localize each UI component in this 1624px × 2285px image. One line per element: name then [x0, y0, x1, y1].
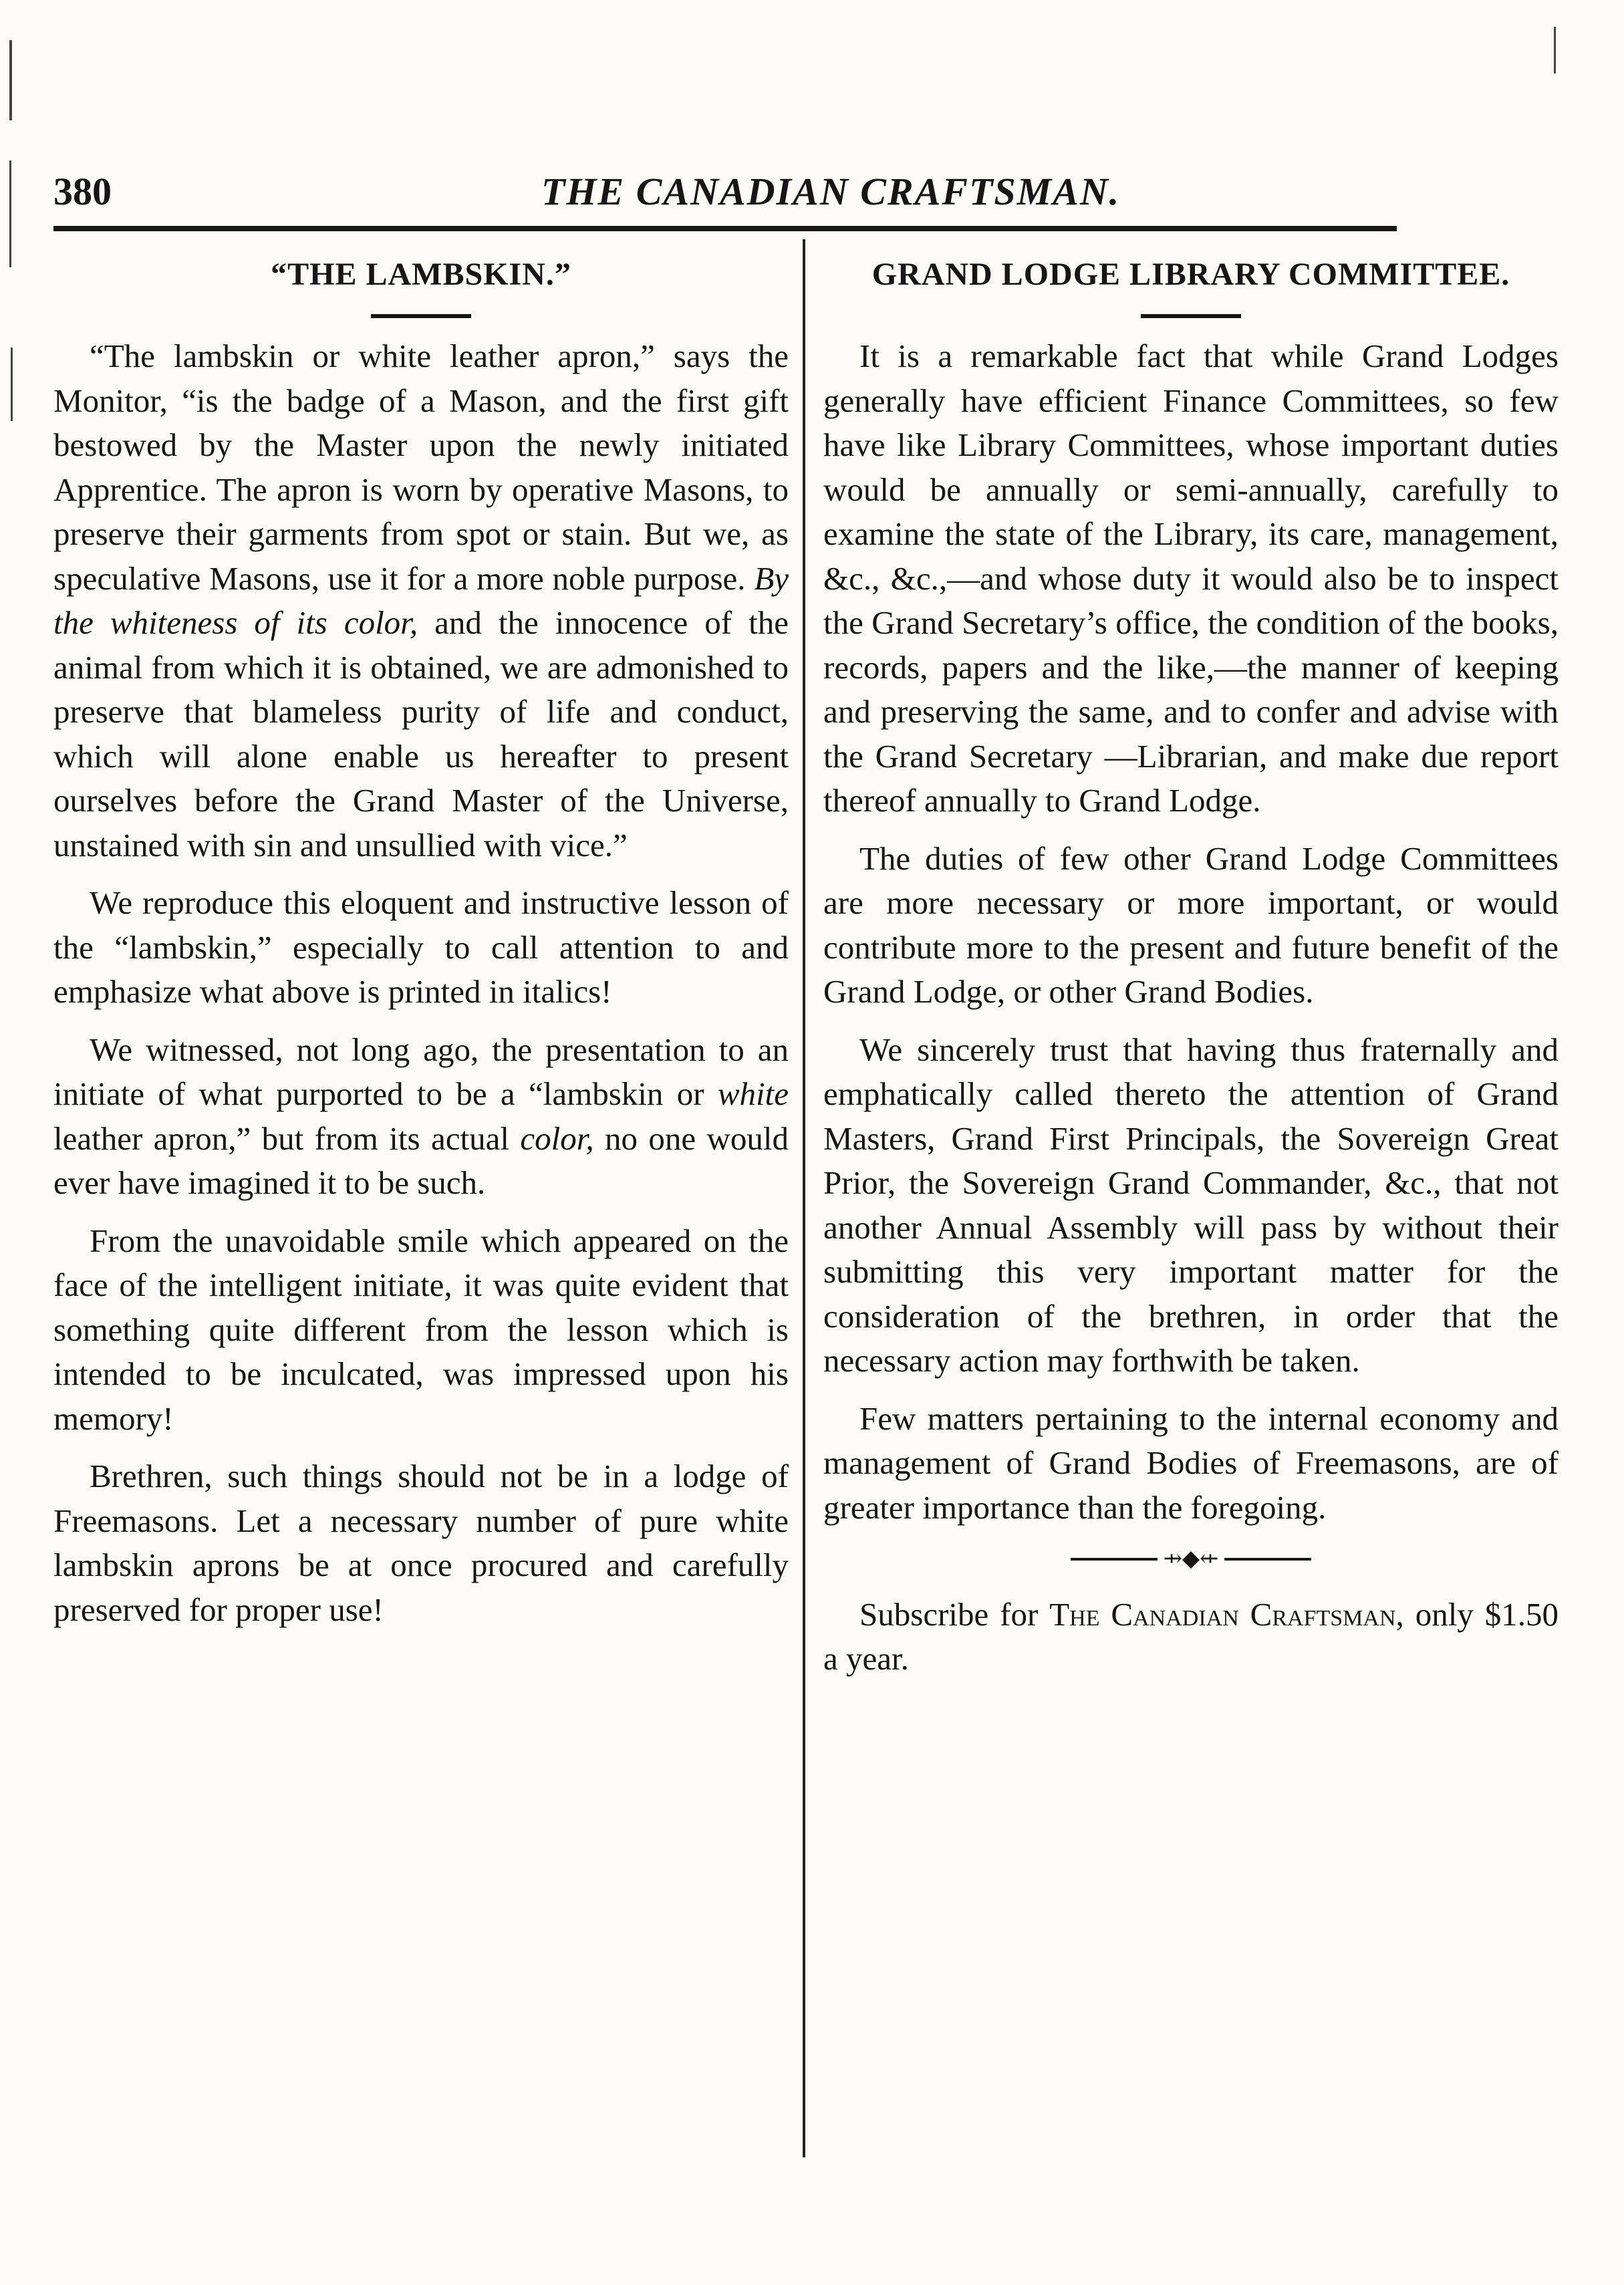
running-title: THE CANADIAN CRAFTSMAN. [541, 170, 1121, 213]
article-paragraph: It is a remarkable fact that while Grand Lodges generally have efficient Finance Committees, so few have like Library Committees, whose important duties would be annually or semi-annually, carefully to examine the state of the Library, its care, management, &c., &c.,—and whose duty it would also be to inspect the Grand Secretary’s office, the condition of the books, records, papers and the like,—the manner of keeping and preserving the same, and to confer and advise with the Grand Secretary —Librarian, and make due report thereof annually to Grand Lodge. [823, 338, 1559, 819]
article-paragraph: Brethren, such things should not be in a lodge of Freemasons. Let a necessary number of pure white lambskin aprons be at once procured and carefully preserved for proper use! [53, 1458, 789, 1628]
article-paragraph: The duties of few other Grand Lodge Committees are more necessary or more important, or would contribute more to the present and future benefit of the Grand Lodge, or other Grand Bodies. [823, 839, 1559, 1010]
article-paragraph: We reproduce this eloquent and instructive lesson of the “lambskin,” especially to call attention to and emphasize what above is printed in italics! [53, 884, 789, 1010]
right-column [823, 253, 1559, 1695]
scan-edge-mark [9, 160, 11, 267]
publication-name: The Canadian Craftsman, [1049, 1595, 1404, 1633]
article-paragraph: Few matters pertaining to the internal economy and management of Grand Bodies of Freemasons, are of greater importance than the foregoing. [823, 1399, 1559, 1526]
ornamental-divider [823, 1543, 1559, 1573]
article-paragraph: “The lambskin or white leather apron,” says the Monitor, “is the badge of a Mason, and the first gift bestowed by the Master upon the newly initiated Apprentice. The apron is worn by operative Masons, to preserve their garments from spot or stain. But we, as speculative Masons, use it for a more noble purpose. By the whiteness of its color, and the innocence of the animal from which it is obtained, we are admonished to preserve that blameless purity of life and conduct, which will alone enable us hereafter to present ourselves before the Grand Master of the Universe, unstained with sin and unsullied with vice.” [53, 338, 789, 863]
heading-rule [1141, 314, 1241, 318]
column-divider [803, 239, 805, 2157]
ornament-icon: ⇸◆⇷ [1163, 1546, 1219, 1571]
ornament-line-right [1224, 1558, 1311, 1561]
scan-edge-mark [9, 40, 12, 120]
article-paragraph: We witnessed, not long ago, the presentation to an initiate of what purported to be a “lambskin or white leather apron,” but from its actual color, no one would ever have imagined it to be such. [53, 1031, 789, 1201]
article-heading-library-committee: GRAND LODGE LIBRARY COMMITTEE. [871, 257, 1510, 292]
article-heading-lambskin: “THE LAMBSKIN.” [271, 257, 571, 292]
left-column [53, 253, 789, 1645]
page-number: 380 [53, 170, 112, 213]
article-paragraph: We sincerely trust that having thus fraternally and emphatically called thereto the attention of Grand Masters, Grand First Principals, the Sovereign Great Prior, the Sovereign Grand Commander, &c., that not another Annual Assembly will pass by without their submitting this very important matter for the consideration of the brethren, in order that the necessary action may forthwith be taken. [823, 1031, 1559, 1379]
scan-edge-mark [11, 348, 13, 421]
ornament-line-left [1071, 1558, 1158, 1561]
article-paragraph: From the unavoidable smile which appeared on the face of the intelligent initiate, it was quite evident that something quite different from the lesson which is intended to be inculcated, was impressed upon his memory! [53, 1222, 789, 1437]
header-rule [53, 226, 1397, 231]
scan-edge-mark [1554, 27, 1556, 74]
heading-rule [371, 314, 471, 318]
subscribe-notice: Subscribe for The Canadian Craftsman, only $1.50 a year. [823, 1595, 1559, 1677]
